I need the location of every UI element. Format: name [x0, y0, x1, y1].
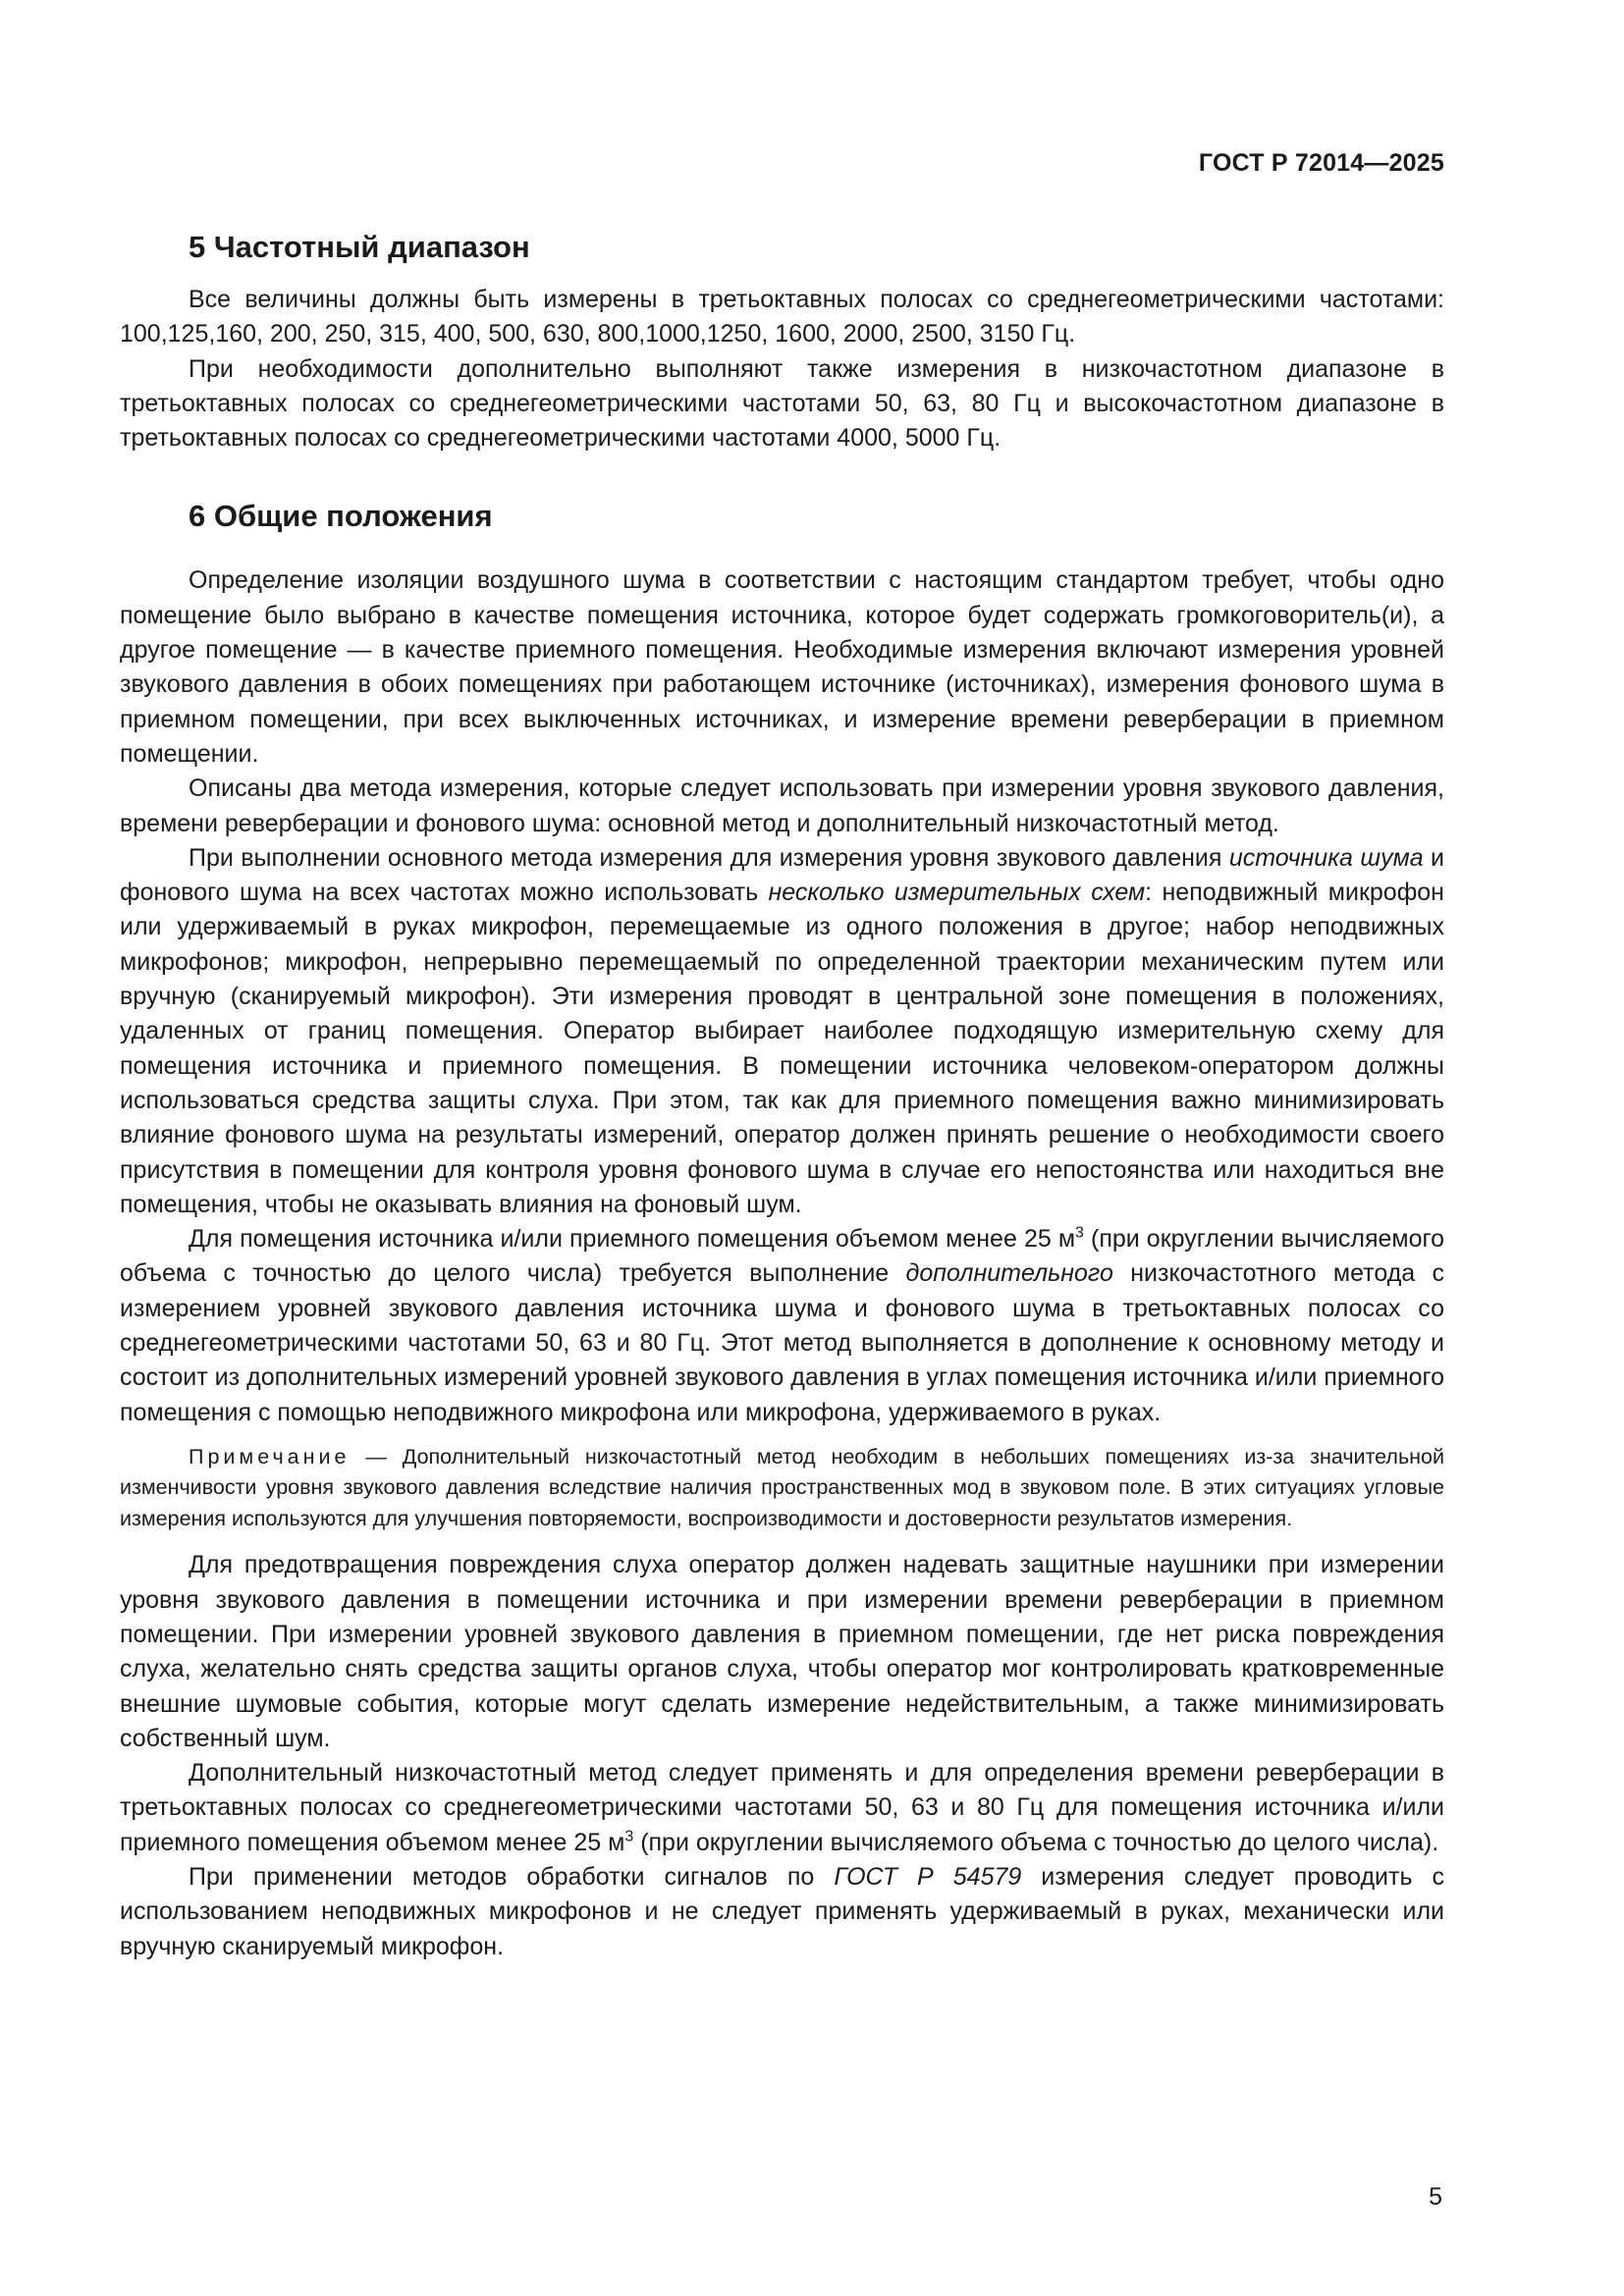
- superscript-cubic: 3: [624, 1828, 634, 1845]
- paragraph-text: : неподвижный микрофон или удерживаемый в руках микрофон, перемещаемые из одного положения в другое; набор неподвижных микрофонов; микрофон, непрерывно перемещаемый по определенной траектории механическим путем или вручную (сканируемый микрофон). Эти измерения проводят в центральной зоне помещения в положениях, удаленных от границ помещения. Оператор выбирает наиболее подходящую измерительную схему для помещения источника и приемного помещения. В помещении источника человеком-оператором должны использоваться средства защиты слуха. При этом, так как для приемного помещения важно минимизировать влияние фонового шума на результаты измерений, оператор должен принять решение о необходимости своего присутствия в помещении для контроля уровня фонового шума в случае его непостоянства или находиться вне помещения, чтобы не оказывать влияния на фоновый шум.: [120, 879, 1444, 1218]
- emphasis-additional: дополнительного: [905, 1259, 1113, 1288]
- section-5-heading: 5 Частотный диапазон: [189, 230, 530, 264]
- paragraph-text: (при округлении вычисляемого объема с точностью до целого числа) требуется выполнение: [120, 1225, 1444, 1288]
- section-6-paragraph-3: [120, 841, 1444, 1222]
- section-6-paragraph-6: [120, 1756, 1444, 1860]
- paragraph-text: (при округлении вычисляемого объема с точностью до целого числа).: [633, 1828, 1439, 1856]
- document-id-header: ГОСТ Р 72014—2025: [1198, 149, 1444, 177]
- paragraph-text: и фонового шума на всех частотах можно использовать: [120, 843, 1444, 907]
- paragraph-text: При применении методов обработки сигналов по: [189, 1863, 835, 1892]
- section-5-paragraph-2: При необходимости дополнительно выполняют также измерения в низкочастотном диапазоне в третьоктавных полосах со среднегеометрическими частотами 50, 63, 80 Гц и высокочастотном диапазоне в третьоктавных полосах со среднегеометрическими частотами 4000, 5000 Гц.: [120, 354, 1444, 453]
- paragraph-text: Для помещения источника и/или приемного помещения объемом менее 25 м: [189, 1225, 1076, 1254]
- page-number: 5: [1429, 2183, 1442, 2211]
- emphasis-measurement-schemes: несколько измерительных схем: [768, 879, 1146, 907]
- section-5-paragraph-1: Все величины должны быть измерены в третьоктавных полосах со среднегеометрическими частотами: 100,125,160, 200, 250, 315, 400, 500, 630, 800,1000,1250, 1600, 2000, 2500, 3150 Гц.: [120, 286, 1444, 348]
- section-6-paragraph-4: [120, 1222, 1444, 1430]
- paragraph-text: измерения следует проводить с использованием неподвижных микрофонов и не следует применять удерживаемый в руках, механически или вручную сканируемый микрофон.: [120, 1863, 1445, 1960]
- note-text: — Дополнительный низкочастотный метод необходим в небольших помещениях из-за значительной изменчивости уровня звукового давления вследствие наличия пространственных мод в звуковом поле. В этих ситуациях угловые измерения используются для улучшения повторяемости, воспроизводимости и достоверности результатов измерения.: [120, 1444, 1444, 1530]
- paragraph-text: Дополнительный низкочастотный метод следует применять и для определения времени реверберации в третьоктавных полосах со среднегеометрическими частотами 50, 63 и 80 Гц для помещения источника и/или приемного помещения объемом менее 25 м: [120, 1759, 1444, 1856]
- superscript-cubic: 3: [1075, 1224, 1084, 1242]
- paragraph-text: низкочастотного метода с измерением уровней звукового давления источника шума и фонового шума в третьоктавных полосах со среднегеометрическими частотами 50, 63 и 80 Гц. Этот метод выполняется в дополнение к основному методу и состоит из дополнительных измерений уровней звукового давления в углах помещения источника и/или приемного помещения с помощью неподвижного микрофона или микрофона, удерживаемого в руках.: [120, 1259, 1445, 1426]
- emphasis-noise-source: источника шума: [1228, 843, 1424, 872]
- section-6-paragraph-2: Описаны два метода измерения, которые следует использовать при измерении уровня звукового давления, времени реверберации и фонового шума: основной метод и дополнительный низкочастотный метод.: [120, 774, 1444, 837]
- paragraph-text: При выполнении основного метода измерения для измерения уровня звукового давления: [189, 843, 1229, 872]
- page-content: [120, 224, 1444, 1964]
- section-6-heading: 6 Общие положения: [189, 499, 493, 534]
- note-label: Примечание: [189, 1444, 351, 1468]
- section-6-paragraph-1: Определение изоляции воздушного шума в соответствии с настоящим стандартом требует, чтобы одно помещение было выбрано в качестве помещения источника, которое будет содержать громкоговоритель(и), а другое помещение — в качестве приемного помещения. Необходимые измерения включают измерения уровней звукового давления в обоих помещениях при работающем источнике (источниках), измерения фонового шума в приемном помещении, при всех выключенных источниках, и измерение времени реверберации в приемном помещении.: [120, 566, 1444, 768]
- note-paragraph: [120, 1442, 1444, 1535]
- standard-reference-link: ГОСТ Р 54579: [834, 1863, 1022, 1892]
- section-6-paragraph-7: [120, 1860, 1444, 1964]
- section-6-paragraph-5: Для предотвращения повреждения слуха оператор должен надевать защитные наушники при измерении уровня звукового давления в помещении источника и при измерении времени реверберации в приемном помещении. При измерении уровней звукового давления в приемном помещении, где нет риска повреждения слуха, желательно снять средства защиты органов слуха, чтобы оператор мог контролировать кратковременные внешние шумовые события, которые могут сделать измерение недействительным, а также минимизировать собственный шум.: [120, 1551, 1444, 1752]
